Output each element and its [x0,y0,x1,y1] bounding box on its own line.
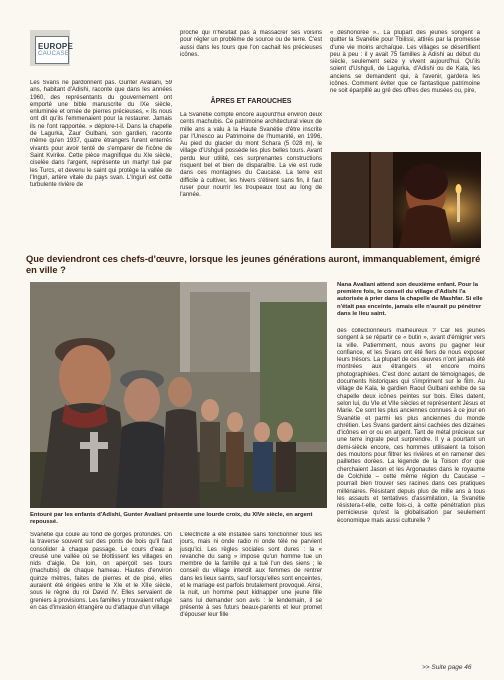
column-3-bottom [337,328,485,660]
right-photo-caption: Nana Avaliani attend son deuxième enfant. Pour la première fois, le conseil du village d'Adishi l'a autorisée à prier dans la chapelle de Mashfar. Si elle n'était pas enceinte, jamais elle n'aurait pu pénétrer dans le lieu saint. [337,282,483,317]
badge-caucase: CAUCASE [38,51,70,57]
column-2-top [180,30,322,70]
col3-paragraph-bottom: des collectionneurs malheureux ? Car les jeunes songent à se répartir ce « butin », avant d'émigrer vers la ville. Patiemment, nous avons pu gagner leur confiance, et les Svans ont été fiers de nous exposer leurs trésors. La plupart de ces œuvres n'ont jamais été montrées aux étrangers et encore moins photographiées. C'est donc autant de témoignages, de documents historiques qui s'impriment sur le film. Au village de Kala, le gardien Raoul Gulbani exhibe de sa chapelle deux icônes peintes sur bois. Elles datent, selon lui, du VIe et VIIe siècles et représentent Jésus et Marie. Ce sont les plus anciennes connues à ce jour en Svanétie et parmi les plus anciennes du monde chrétien. Les Svans gardent ainsi cachées des dizaines d'icônes en or ou en argent. Tant de métal précieux sur une terre ingrate peut surprendre. Il y a pourtant un demi-siècle encore, ces hommes utilisaient la toison des moutons pour filtrer les rivières et en ramener des paillettes dorées. La légende de la Toison d'or que cherchaient Jason et les Argonautes dans le royaume de Colchide – cette même région du Caucase – pourrait bien trouver ses racines dans ces pratiques millénaires. Résistant depuis plus de mille ans à tous les assauts et tentatives d'assimilation, la Svanétie résistera-t-elle, cette fois-ci, à cette pénétration plus pernicieuse qu'est la globalisation par seulement économique mais aussi culturelle ? [337,328,485,524]
column-1-top [30,80,172,248]
col1-paragraph-bottom: Svanétie qui coule au fond de gorges profondes. On la traverse souvent sur des ponts de bois qu'il faut consolider à chaque passage. Le cours d'eau a creusé une vallée où se blottissent les villages en nids d'aigle. De loin, on aperçoit ses tours (machubis) de chaque hameau. Hautes d'environ quinze mètres, faites de pierres et de pisé, elles auraient été érigées entre le XIe et le XIIe siècle, sous le règne du roi David IV. Elles servaient de greniers à provisions. Les familles y trouvaient refuge en cas d'invasion étrangère ou d'attaque d'un village [30,532,172,611]
col2-paragraph-middle: La Svanétie compte encore aujourd'hui environ deux cents machubis. Ce patrimoine architectural vieux de mille ans a valu à la Haute Svanétie d'être inscrite par l'Unesco au Patrimoine de l'humanité, en 1996. Au pied du glacier du mont Schara (5 028 m), le village d'Ushguli possède les plus belles tours. Avant perdu leur utilité, ces surprenantes constructions risquent bel et bien de disparaître. La vie est rude dans ces montagnes du Caucase. La terre est difficile à cultiver, les hivers s'étirent sans fin, il faut ruser pour nourrir les troupeaux tout au long de l'année. [180,112,322,199]
main-photo-caption: Entouré par les enfants d'Adishi, Gunter Avaliani présente une lourde croix, du XIVe siècle, en argent repoussé. [30,512,313,526]
column-2-bottom [180,532,322,662]
pull-quote: Que deviendront ces chefs-d'œuvre, lorsque les jeunes générations auront, immanquablement, émigré en ville ? [26,254,481,275]
col3-paragraph-top: « déshonorée ».. La plupart des jeunes songent à quitter la Svanétie pour Tbilissi, attirés par la promesse d'une vie moins archaïque. Les villages se désertifient peu à peu : il y avait 75 familles à Adishi au début du siècle, seulement seize y vivent aujourd'hui. Qu'ils soient d'Ushguli, de Lagurka, d'Adishi ou de Kala, les anciens se demandent qui, à l'avenir, gardera les icônes. Comment éviter que ce fantastique patrimoine ne soit éparpillé au gré des offres des musées ou, pire, [330,30,480,95]
section-subhead: ÂPRES ET FAROUCHES [210,98,292,105]
col1-paragraph: Les Svans ne pardonnent pas. Gunter Avaliani, 59 ans, habitant d'Adishi, raconte que dans les années 1960, des représentants du gouvernement ont emporté une bible manuscrite du IXe siècle, enluminée et ornée de pierres précieuses, « Ils nous ont dit qu'ils l'emmenaient pour la restaurer. Jamais ils ne l'ont rapportée. » déplore-t-il. Dans la chapelle de Lagurka, Zaur Gulbani, son gardien, raconte même qu'en 1937, quatre étrangers furent enterrés vivants pour avoir tenté de s'emparer de l'icône de Saint Kvirike. Cette pièce magnifique du XIe siècle, ciselée dans l'argent, représente un martyr tué par les Turcs, et devenu le saint qui protège la vallée de l'Inguri, artère vitale du pays svan. L'Inguri est cette turbulente rivière de [30,80,172,189]
badge-europe: EUROPE [38,42,73,51]
photo-main-group-image [30,282,327,508]
photo-woman-candle [331,152,481,248]
col2-paragraph-top: proche qui n'hésitait pas à massacrer ses voisins pour régler un problème de source ou de terre. C'est aussi dans les tours que l'on cachait les précieuses icônes. [180,30,322,58]
section-badge [30,30,73,66]
continue-link[interactable]: >> Suite page 46 [422,664,472,671]
column-2-middle [180,112,322,248]
column-1-bottom [30,532,172,662]
photo-woman-candle-image [331,152,481,248]
photo-main-group [30,282,327,508]
badge-frame [35,36,73,64]
col2-paragraph-bottom: L'électricité a été installée sans fonctionner tous les jours, mais ni onde radio ni onde télé ne parvient jusqu'ici. Les règles sociales sont dures : la « revanche du sang » impose qu'un homme tue un membre de la famille qui a tué l'un des siens ; le conseil du village interdit aux femmes de rentrer dans les lieux saints, sauf lorsqu'elles sont enceintes, et le mariage est parfois brutalement provoqué. Ainsi, la nuit, un homme peut kidnapper une jeune fille sans lui demander son avis : le lendemain, il se présente à ses futurs beaux-parents et leur promet d'épouser leur fille [180,532,322,619]
column-3-top [330,30,480,148]
